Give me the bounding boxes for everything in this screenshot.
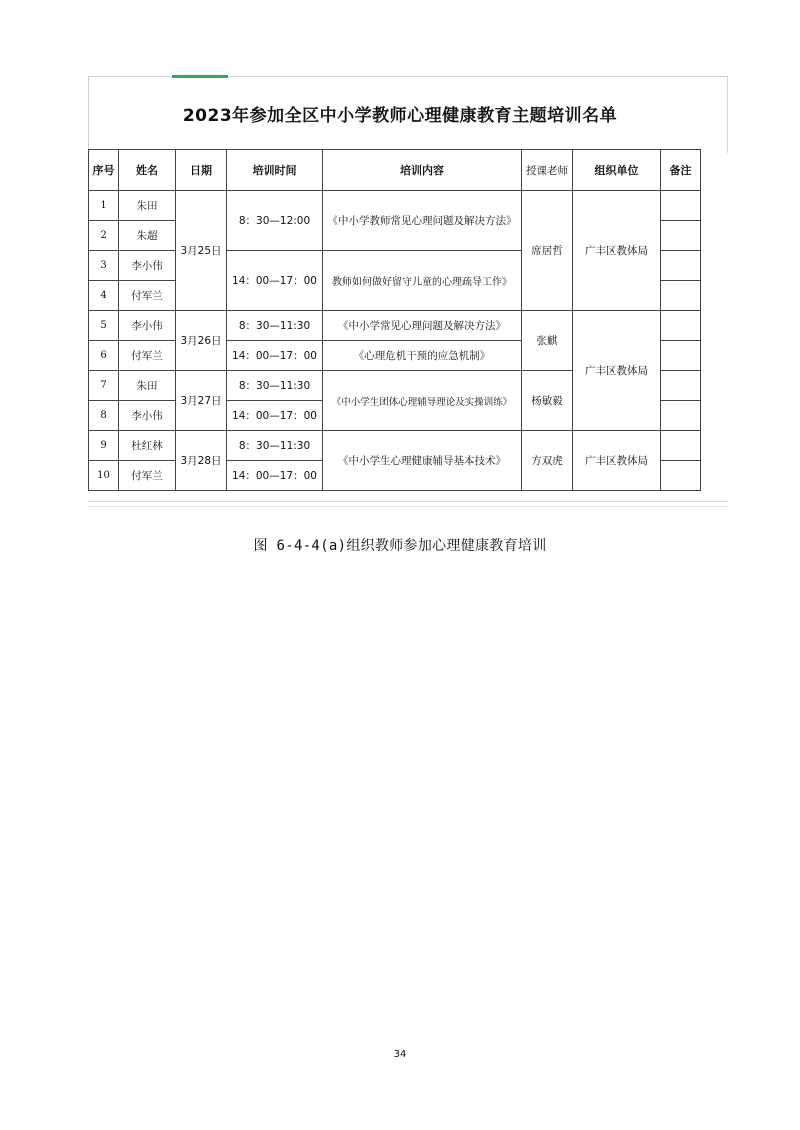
time-cell: 14：00—17：00: [227, 251, 323, 311]
org-cell: 广丰区教体局: [573, 311, 661, 431]
note-cell: [661, 281, 701, 311]
trainee-name: 付军兰: [119, 281, 176, 311]
time-cell: 14：00—17：00: [227, 341, 323, 371]
table-row: [89, 311, 701, 341]
row-number: 2: [89, 221, 119, 251]
note-cell: [661, 371, 701, 401]
content-cell: 《心理危机干预的应急机制》: [323, 341, 522, 371]
time-cell: 8：30—11:30: [227, 371, 323, 401]
trainee-name: 杜红林: [119, 431, 176, 461]
note-cell: [661, 221, 701, 251]
date-cell: 3月26日: [176, 311, 227, 371]
content-cell: 《中小学常见心理问题及解决方法》: [323, 311, 522, 341]
note-cell: [661, 341, 701, 371]
trainee-name: 付军兰: [119, 341, 176, 371]
table-row: [89, 191, 701, 221]
content-cell: 《中小学生团体心理辅导理论及实操训练》: [323, 371, 522, 431]
spreadsheet-screenshot: [88, 76, 728, 511]
sheet-bottom-border: [88, 501, 728, 507]
header-cell-no: 序号: [89, 150, 119, 191]
time-cell: 8：30—12:00: [227, 191, 323, 251]
trainee-name: 朱田: [119, 191, 176, 221]
row-number: 7: [89, 371, 119, 401]
note-cell: [661, 431, 701, 461]
time-cell: 8：30—11:30: [227, 431, 323, 461]
trainee-name: 付军兰: [119, 461, 176, 491]
date-cell: 3月25日: [176, 191, 227, 311]
row-number: 10: [89, 461, 119, 491]
page-number: 34: [393, 1049, 407, 1060]
roster-table: [88, 149, 701, 491]
row-number: 1: [89, 191, 119, 221]
trainee-name: 朱超: [119, 221, 176, 251]
date-cell: 3月28日: [176, 431, 227, 491]
trainee-name: 李小伟: [119, 401, 176, 431]
note-cell: [661, 401, 701, 431]
time-cell: 14：00—17：00: [227, 461, 323, 491]
content-cell: 《中小学教师常见心理问题及解决方法》: [323, 191, 522, 251]
header-cell-content: 培训内容: [323, 150, 522, 191]
header-cell-date: 日期: [176, 150, 227, 191]
teacher-cell: 席居哲: [522, 191, 573, 311]
row-number: 4: [89, 281, 119, 311]
teacher-cell: 张麒: [522, 311, 573, 371]
org-cell: 广丰区教体局: [573, 191, 661, 311]
row-number: 8: [89, 401, 119, 431]
sheet-edge: [727, 77, 728, 153]
table-title-cell: [88, 77, 701, 149]
teacher-cell: 方双虎: [522, 431, 573, 491]
header-cell-teacher: 授课老师: [522, 150, 573, 191]
table-title: 2023年参加全区中小学教师心理健康教育主题培训名单: [182, 105, 618, 126]
trainee-name: 李小伟: [119, 251, 176, 281]
trainee-name: 李小伟: [119, 311, 176, 341]
header-cell-name: 姓名: [119, 150, 176, 191]
date-cell: 3月27日: [176, 371, 227, 431]
time-cell: 14：00—17：00: [227, 401, 323, 431]
note-cell: [661, 311, 701, 341]
row-number: 9: [89, 431, 119, 461]
note-cell: [661, 251, 701, 281]
org-cell: 广丰区教体局: [573, 431, 661, 491]
header-cell-time: 培训时间: [227, 150, 323, 191]
header-cell-note: 备注: [661, 150, 701, 191]
header-cell-org: 组织单位: [573, 150, 661, 191]
content-cell: 《中小学生心理健康辅导基本技术》: [323, 431, 522, 491]
teacher-cell: 杨敏毅: [522, 371, 573, 431]
trainee-name: 朱田: [119, 371, 176, 401]
time-cell: 8：30—11:30: [227, 311, 323, 341]
row-number: 6: [89, 341, 119, 371]
row-number: 5: [89, 311, 119, 341]
note-cell: [661, 461, 701, 491]
table-row: [89, 431, 701, 461]
note-cell: [661, 191, 701, 221]
row-number: 3: [89, 251, 119, 281]
header-row: [89, 150, 701, 191]
roster-table-wrapper: [88, 149, 700, 494]
content-cell: 教师如何做好留守儿童的心理疏导工作》: [323, 251, 522, 311]
figure-caption: 图 6-4-4(a)组织教师参加心理健康教育培训: [253, 538, 547, 554]
